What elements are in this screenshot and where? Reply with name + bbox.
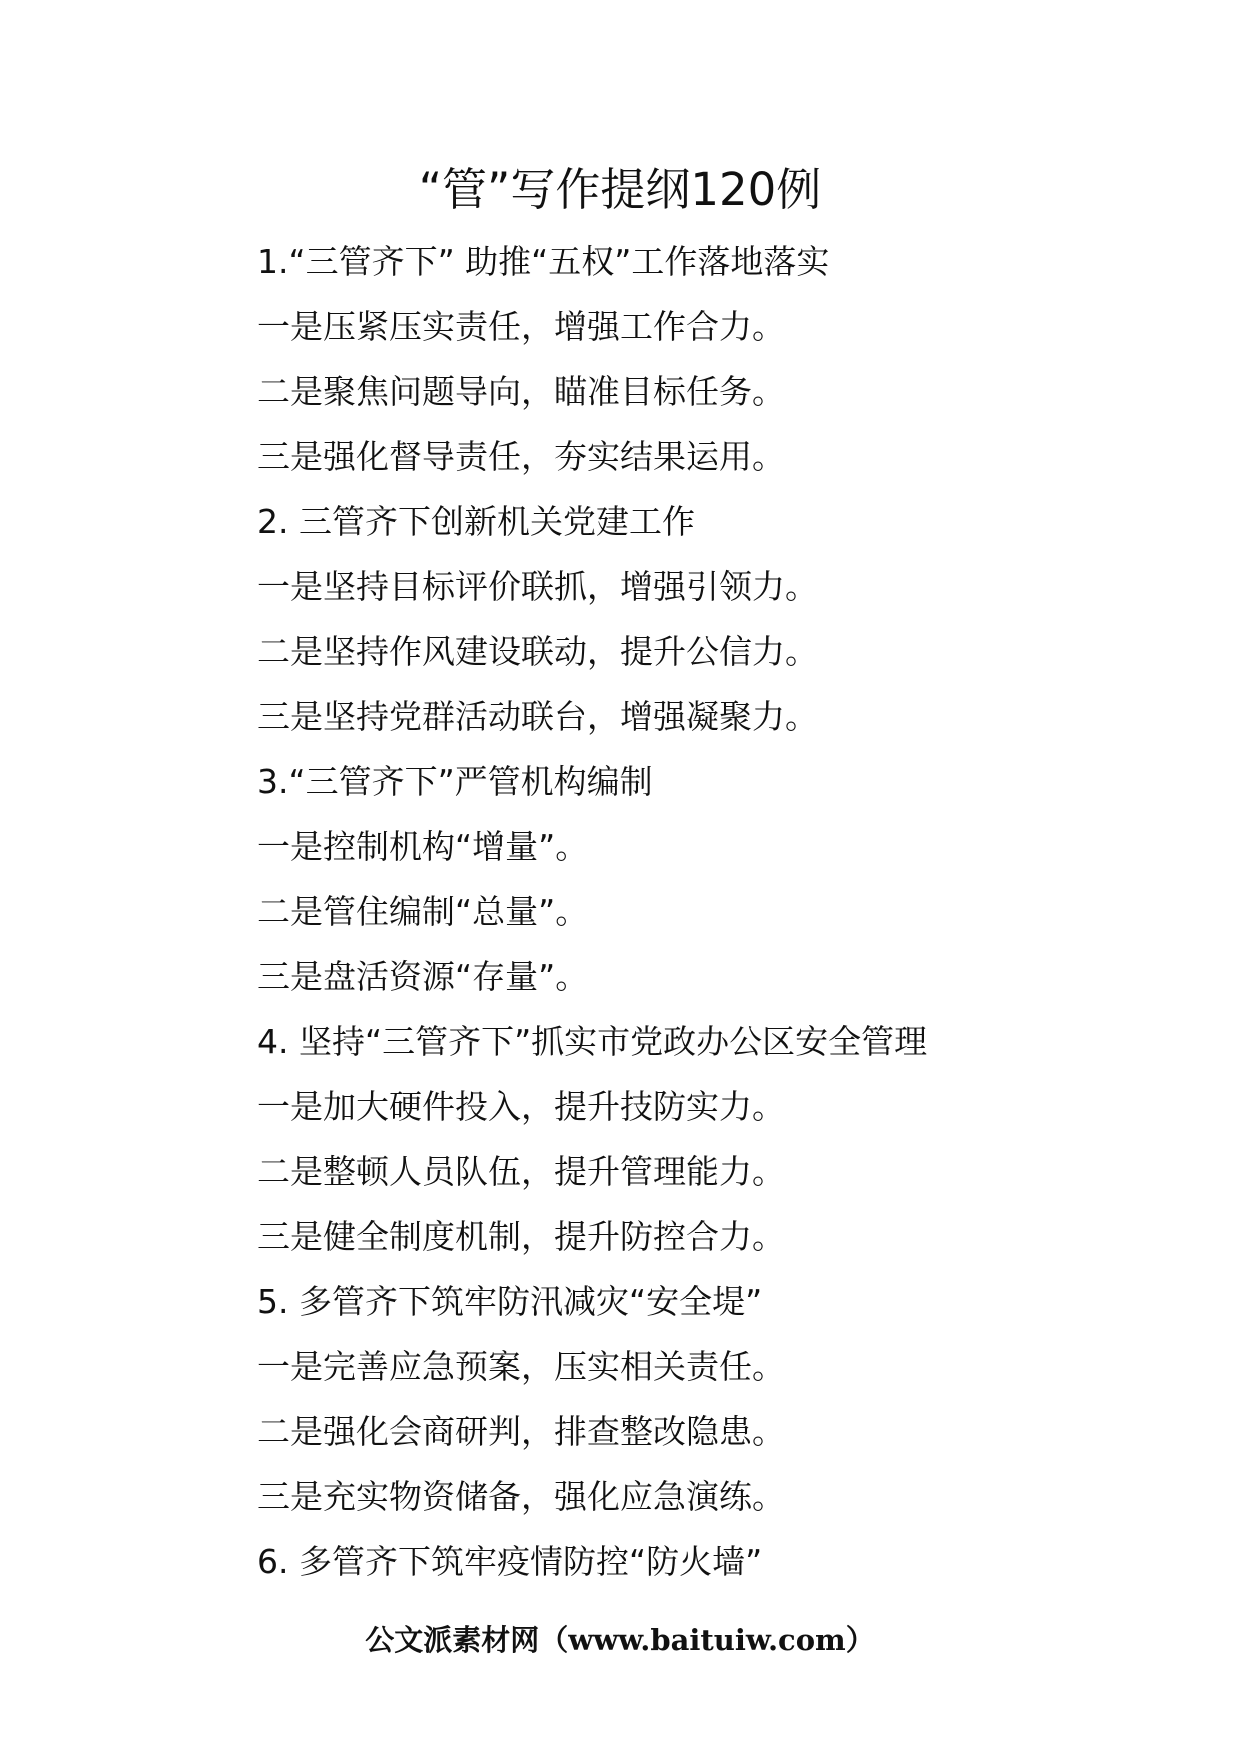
outline-item: 二是坚持作风建设联动，提升公信力。 [257, 632, 818, 671]
outline-heading: 6. 多管齐下筑牢疫情防控“防火墙” [257, 1542, 763, 1581]
outline-item: 二是聚焦问题导向，瞄准目标任务。 [257, 372, 785, 411]
outline-item: 一是完善应急预案，压实相关责任。 [257, 1347, 785, 1386]
footer-watermark: 公文派素材网（www.baituiw.com） [365, 1623, 875, 1657]
outline-item: 三是坚持党群活动联台，增强凝聚力。 [257, 697, 818, 736]
outline-item: 一是加大硬件投入，提升技防实力。 [257, 1087, 785, 1126]
outline-heading: 3.“三管齐下”严管机构编制 [257, 762, 653, 801]
outline-item: 三是盘活资源“存量”。 [257, 957, 589, 996]
outline-list [257, 238, 927, 1603]
outline-item: 二是管住编制“总量”。 [257, 892, 589, 931]
outline-item: 一是压紧压实责任，增强工作合力。 [257, 307, 785, 346]
outline-item: 二是强化会商研判，排查整改隐患。 [257, 1412, 785, 1451]
outline-heading: 2. 三管齐下创新机关党建工作 [257, 502, 695, 541]
outline-item: 一是控制机构“增量”。 [257, 827, 589, 866]
outline-heading: 4. 坚持“三管齐下”抓实市党政办公区安全管理 [257, 1022, 928, 1061]
outline-item: 三是健全制度机制，提升防控合力。 [257, 1217, 785, 1256]
outline-item: 二是整顿人员队伍，提升管理能力。 [257, 1152, 785, 1191]
document-title: “管”写作提纲120例 [418, 163, 822, 216]
outline-item: 一是坚持目标评价联抓，增强引领力。 [257, 567, 818, 606]
outline-heading: 1.“三管齐下” 助推“五权”工作落地落实 [257, 242, 830, 281]
outline-item: 三是强化督导责任，夯实结果运用。 [257, 437, 785, 476]
outline-heading: 5. 多管齐下筑牢防汛减灾“安全堤” [257, 1282, 763, 1321]
outline-item: 三是充实物资储备，强化应急演练。 [257, 1477, 785, 1516]
